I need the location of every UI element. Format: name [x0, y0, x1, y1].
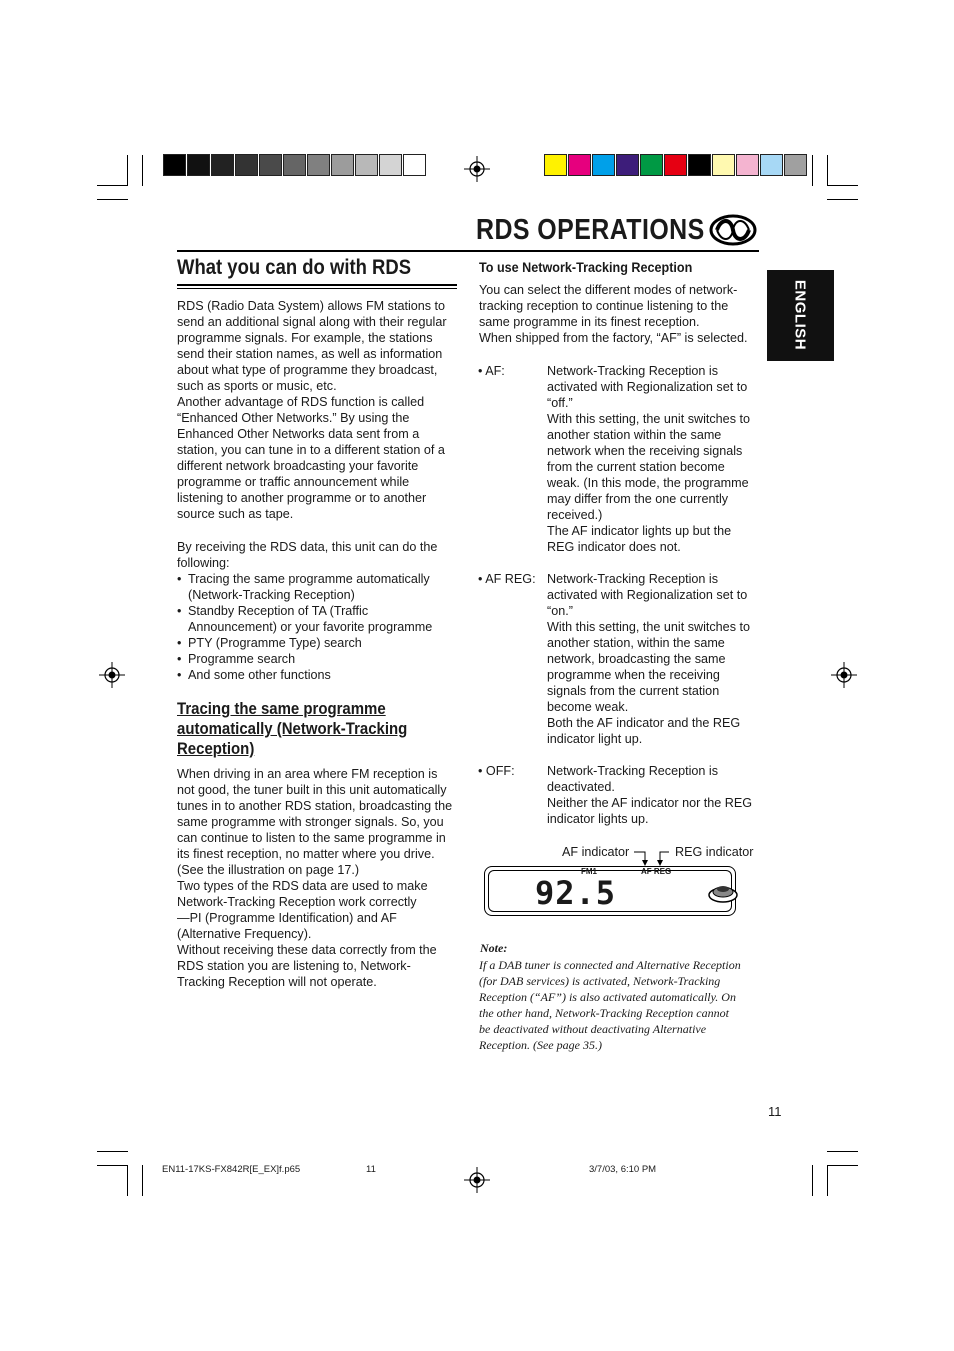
list-item: • And some other functions: [177, 667, 467, 683]
intro-paragraph: RDS (Radio Data System) allows FM stations to send an additional signal along with their regular programme signals. For example, the stations send their station names, as well as information about what type of programme they broadcast, such as sports or music, etc. Another advantage of RDS function is called “Enhanced Other Networks.” By using the Enhanced Other Networks data sent from a station, you can tune in to a different station of a different network broadcasting your favorite programme or traffic announcement while listening to another programme or to another source such as tape.: [177, 299, 447, 521]
note-body: If a DAB tuner is connected and Alternative Reception (for DAB services) is activated, Network-Tracking Reception (“AF”) is also activated automatically. On the other hand, Network-Tracking Reception cannot be deactivated without deactivating Alternative Reception. (See page 35.): [479, 958, 741, 1052]
mode-description: Network-Tracking Reception is activated with Regionalization set to “on.” With this setting, the unit switches to another station, within the same network, broadcasting the same programme when the receiving signals from the current station become weak. Both the AF indicator and the REG indicator light up.: [547, 572, 750, 746]
crop-mark: [827, 1151, 858, 1152]
crop-mark: [827, 185, 858, 186]
section-rule: [177, 284, 457, 286]
color-swatch: [616, 154, 639, 176]
footer-page: 11: [366, 1164, 376, 1175]
band-indicator: FM1: [581, 867, 597, 876]
footer-file: EN11-17KS-FX842R[E_EX]f.p65: [162, 1164, 301, 1175]
language-tab-label: ENGLISH: [791, 279, 809, 351]
color-swatch: [211, 154, 234, 176]
crop-mark: [827, 1165, 858, 1166]
page-number: 11: [768, 1104, 782, 1119]
color-swatch: [259, 154, 282, 176]
registration-mark-icon: [464, 1167, 490, 1193]
af-indicator-label: AF indicator: [562, 845, 630, 859]
color-swatch: [712, 154, 735, 176]
section-rule: [177, 288, 457, 289]
color-swatch: [331, 154, 354, 176]
frequency-readout: 92.5: [535, 874, 617, 912]
list-item: • Tracing the same programme automatically (Network-Tracking Reception): [177, 571, 467, 603]
color-swatch: [283, 154, 306, 176]
footer-date: 3/7/03, 6:10 PM: [589, 1164, 657, 1175]
reg-indicator-label: REG indicator: [675, 845, 754, 859]
color-swatch: [592, 154, 615, 176]
crop-mark: [812, 1165, 813, 1196]
mode-label: • OFF:: [478, 764, 515, 778]
registration-mark-icon: [99, 662, 125, 688]
section-heading: What you can do with RDS: [177, 256, 412, 279]
tracing-paragraph: When driving in an area where FM reception is not good, the tuner built in this unit automatically tunes in to another RDS station, broadcasting the same programme with stronger signals. So, you can continue to listen to the same programme in its finest reception, no matter where you drive. (See the illustration on page 17.) Two types of the RDS data are used to make Network-Tracking Reception work correctly —PI (Programme Identification) and AF (Alternative Frequency). Without receiving these data correctly from the RDS station you are listening to, Network- Tracking Reception will not operate.: [177, 767, 453, 989]
color-swatch: [403, 154, 426, 176]
mode-description: Network-Tracking Reception is activated with Regionalization set to “off.” With this setting, the unit switches to another station within the same network when the receiving signals from the current station become weak. (In this mode, the programme may differ from the one currently received.) The AF indicator lights up but the REG indicator does not.: [547, 364, 750, 554]
receiving-paragraph: By receiving the RDS data, this unit can do the following:: [177, 540, 438, 570]
crop-mark: [97, 185, 128, 186]
rds-logo-icon: [709, 214, 757, 246]
color-swatch: [568, 154, 591, 176]
color-swatch: [307, 154, 330, 176]
page-title: RDS OPERATIONS: [476, 214, 705, 246]
list-item: • Standby Reception of TA (Traffic Announcement) or your favorite programme: [177, 603, 467, 635]
crop-mark: [127, 1165, 128, 1196]
radio-display: [484, 866, 736, 916]
note-heading: Note:: [480, 941, 508, 955]
grayscale-bar: [163, 154, 427, 176]
crop-mark: [827, 1165, 828, 1196]
crop-mark: [142, 155, 143, 186]
list-item: • Programme search: [177, 651, 467, 667]
crop-mark: [127, 155, 128, 186]
color-swatch: [688, 154, 711, 176]
color-swatch: [664, 154, 687, 176]
color-swatch: [784, 154, 807, 176]
color-swatch: [379, 154, 402, 176]
crop-mark: [142, 1165, 143, 1196]
color-bar: [544, 154, 808, 176]
mode-description: Network-Tracking Reception is deactivated. Neither the AF indicator nor the REG indicator lights up.: [547, 764, 753, 826]
registration-mark-icon: [464, 156, 490, 182]
af-reg-indicator: AF REG: [641, 867, 672, 876]
color-swatch: [544, 154, 567, 176]
title-rule: [177, 250, 759, 252]
mode-label: • AF REG:: [478, 572, 536, 586]
crop-mark: [827, 199, 858, 200]
feature-list: [177, 571, 467, 683]
color-swatch: [640, 154, 663, 176]
crop-mark: [97, 199, 128, 200]
subsection-heading: Tracing the same programme automatically (Network-Tracking Reception): [177, 699, 408, 758]
subsection-heading: To use Network-Tracking Reception: [479, 259, 693, 275]
color-swatch: [187, 154, 210, 176]
crop-mark: [97, 1151, 128, 1152]
color-swatch: [736, 154, 759, 176]
color-swatch: [355, 154, 378, 176]
crop-mark: [827, 155, 828, 186]
intro-paragraph: You can select the different modes of network- tracking reception to continue listening to the same programme in its finest reception. When shipped from the factory, “AF” is selected.: [479, 283, 748, 345]
disc-icon: [707, 875, 739, 907]
crop-mark: [812, 155, 813, 186]
list-item: • PTY (Programme Type) search: [177, 635, 467, 651]
registration-mark-icon: [831, 662, 857, 688]
language-tab: [767, 270, 834, 361]
color-swatch: [235, 154, 258, 176]
crop-mark: [97, 1165, 128, 1166]
color-swatch: [760, 154, 783, 176]
mode-label: • AF:: [478, 364, 505, 378]
color-swatch: [163, 154, 186, 176]
